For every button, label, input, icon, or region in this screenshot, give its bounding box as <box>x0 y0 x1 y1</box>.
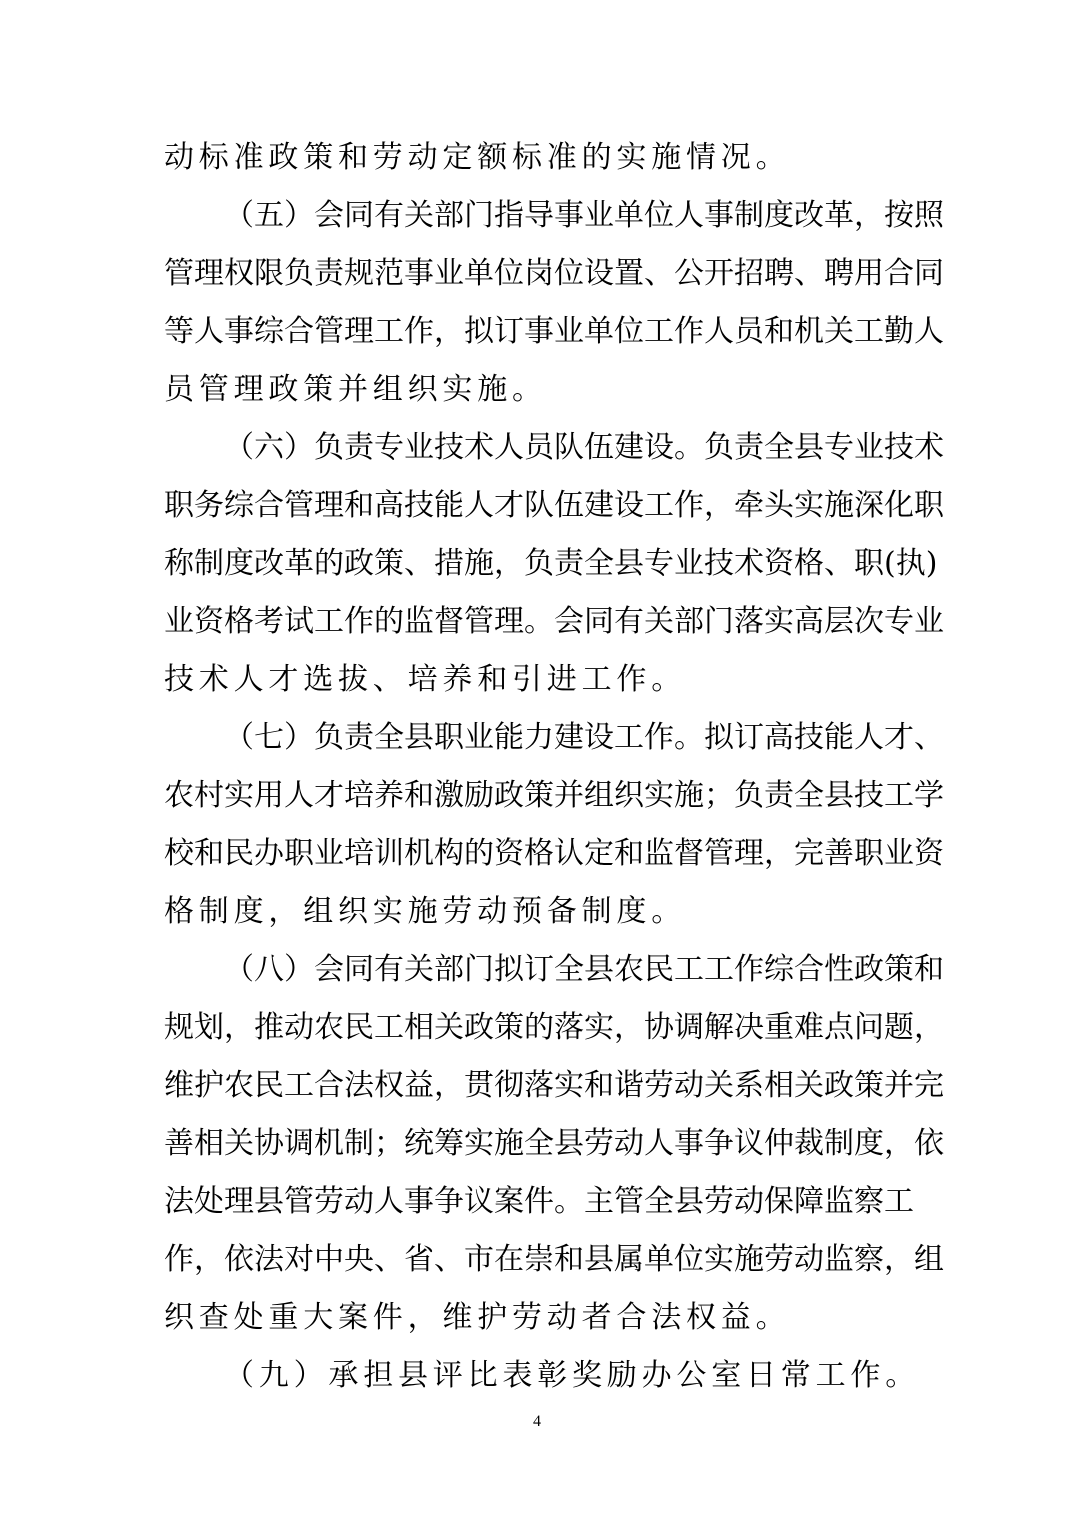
text-line: 员管理政策并组织实施。 <box>164 372 547 407</box>
text-line: 校和民办职业培训机构的资格认定和监督管理，完善职业资 <box>164 836 944 871</box>
text-line: 法处理县管劳动人事争议案件。主管全县劳动保障监察工 <box>164 1184 914 1219</box>
text-line: 农村实用人才培养和激励政策并组织实施；负责全县技工学 <box>164 778 944 813</box>
text-line: 作，依法对中央、省、市在崇和县属单位实施劳动监察，组 <box>164 1242 944 1277</box>
page-number: 4 <box>533 1413 541 1430</box>
paragraph-six-heading-line: （六）负责专业技术人员队伍建设。负责全县专业技术 <box>224 430 944 465</box>
text-line: 规划，推动农民工相关政策的落实，协调解决重难点问题， <box>164 1010 944 1045</box>
paragraph-nine-heading-line: （九）承担县评比表彰奖励办公室日常工作。 <box>224 1358 920 1393</box>
text-line: 动标准政策和劳动定额标准的实施情况。 <box>164 140 791 175</box>
text-line: 技术人才选拔、培养和引进工作。 <box>164 662 686 697</box>
text-line: 称制度改革的政策、措施，负责全县专业技术资格、职(执) <box>164 546 938 581</box>
text-line: 职务综合管理和高技能人才队伍建设工作，牵头实施深化职 <box>164 488 944 523</box>
paragraph-five-heading-line: （五）会同有关部门指导事业单位人事制度改革，按照 <box>224 198 944 233</box>
text-line: 维护农民工合法权益，贯彻落实和谐劳动关系相关政策并完 <box>164 1068 944 1103</box>
paragraph-seven-heading-line: （七）负责全县职业能力建设工作。拟订高技能人才、 <box>224 720 944 755</box>
text-line: 格制度，组织实施劳动预备制度。 <box>164 894 686 929</box>
text-line: 善相关协调机制；统筹实施全县劳动人事争议仲裁制度，依 <box>164 1126 944 1161</box>
paragraph-eight-heading-line: （八）会同有关部门拟订全县农民工工作综合性政策和 <box>224 952 944 987</box>
text-line: 业资格考试工作的监督管理。会同有关部门落实高层次专业 <box>164 604 944 639</box>
text-line: 织查处重大案件，维护劳动者合法权益。 <box>164 1300 791 1335</box>
text-line: 等人事综合管理工作，拟订事业单位工作人员和机关工勤人 <box>164 314 944 349</box>
text-line: 管理权限负责规范事业单位岗位设置、公开招聘、聘用合同 <box>164 256 944 291</box>
